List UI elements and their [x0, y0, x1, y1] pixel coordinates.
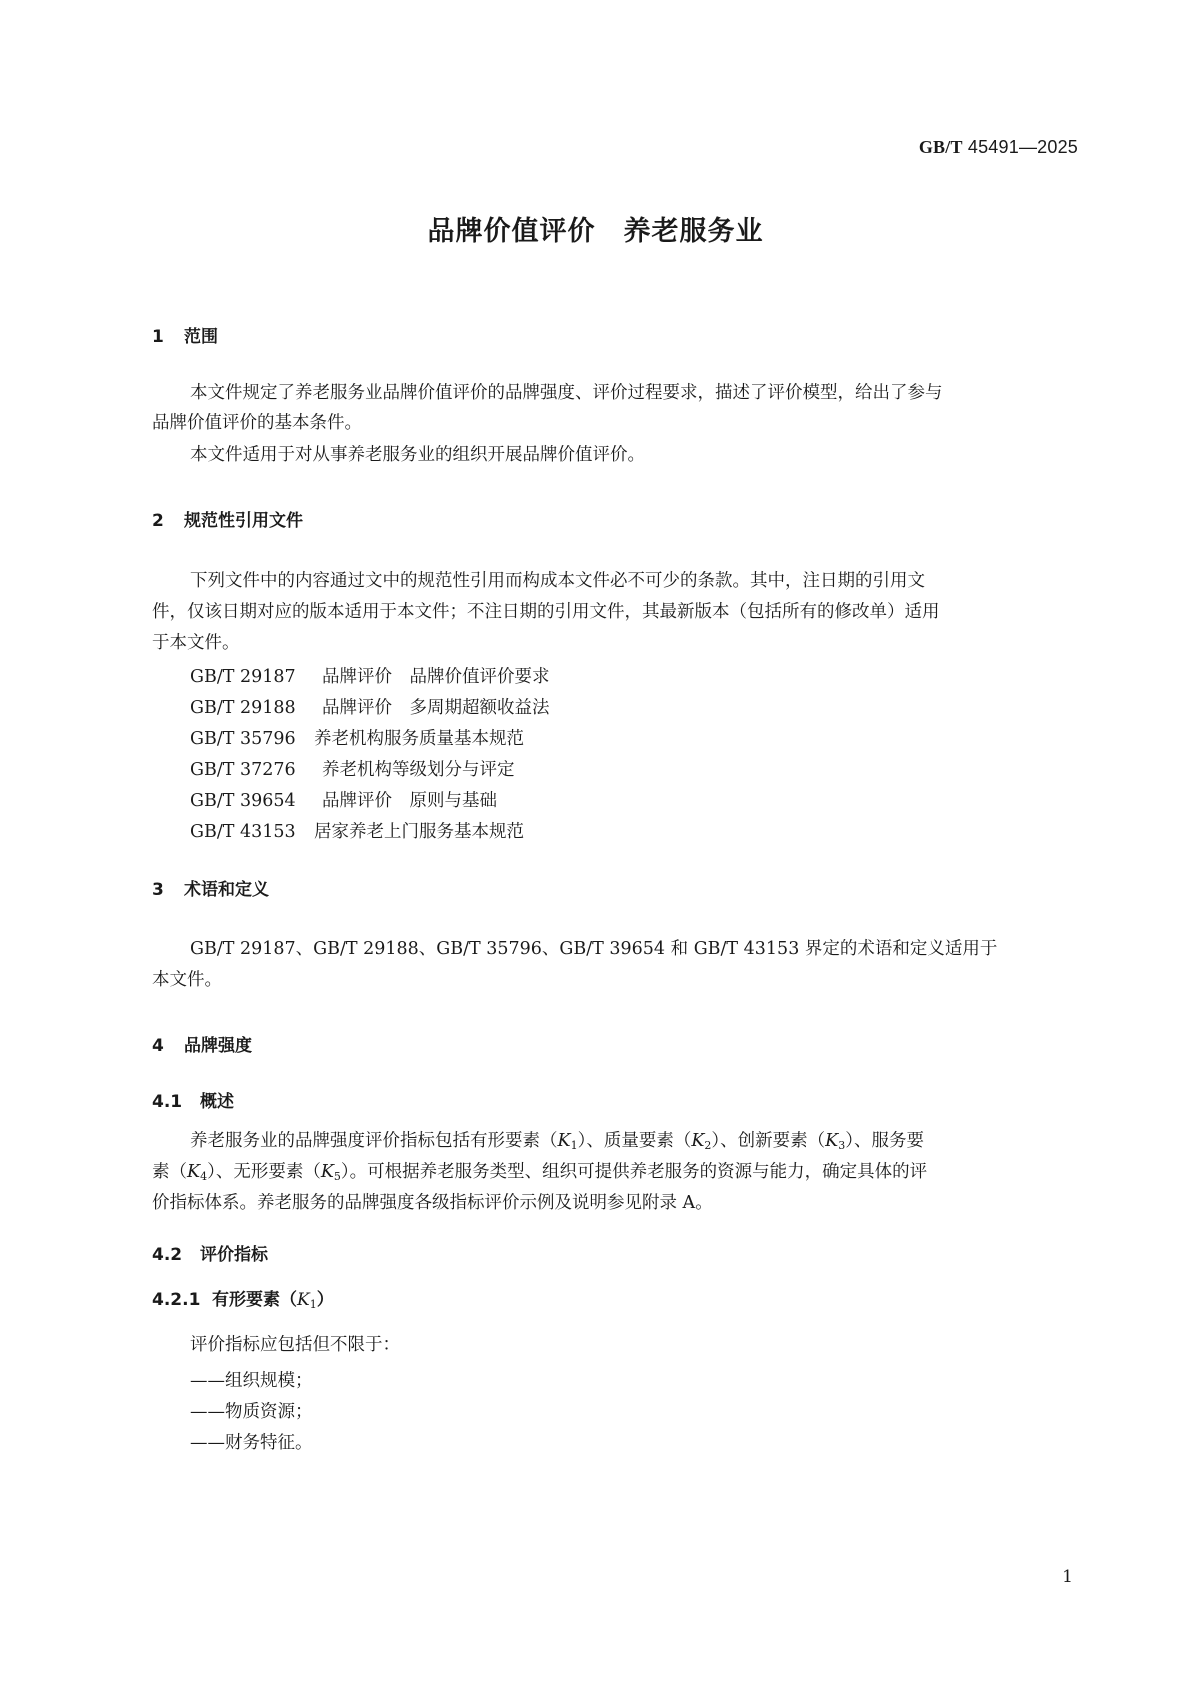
- section-title: 范围: [184, 327, 218, 347]
- k-letter: K: [320, 1162, 334, 1182]
- section-number: 4.2: [152, 1245, 183, 1265]
- k-subscript: 3: [838, 1139, 846, 1152]
- section-number: 2: [152, 511, 164, 531]
- section-2-para-line-1: 下列文件中的内容通过文中的规范性引用而构成本文件必不可少的条款。其中，注日期的引用文: [190, 571, 925, 591]
- reference-item: [190, 756, 515, 781]
- list-item: ——财务特征。: [190, 1433, 313, 1453]
- reference-item: [190, 694, 550, 719]
- section-4-2-heading: [152, 1240, 268, 1265]
- section-1-para-1-line-2: 品牌价值评价的基本条件。: [152, 413, 362, 433]
- section-1-para-2: 本文件适用于对从事养老服务业的组织开展品牌价值评价。: [190, 445, 645, 465]
- text-run: 素（: [152, 1162, 187, 1182]
- reference-code: GB/T 37276: [190, 760, 296, 780]
- k-subscript: 1: [570, 1139, 578, 1152]
- reference-code: GB/T 39654: [190, 791, 296, 811]
- text-run: ）。可根据养老服务类型、组织可提供养老服务的资源与能力，确定具体的评: [340, 1162, 928, 1182]
- section-number: 4: [152, 1036, 164, 1056]
- list-item: ——组织规模；: [190, 1371, 313, 1391]
- reference-name: 养老机构等级划分与评定: [322, 760, 515, 780]
- standard-prefix: GB/T: [918, 137, 963, 157]
- section-title: 品牌强度: [184, 1036, 252, 1056]
- section-3-heading: [152, 875, 269, 900]
- k-symbol: [321, 1162, 341, 1182]
- section-3-para-line-2: 本文件。: [152, 970, 222, 990]
- section-title: 评价指标: [200, 1245, 268, 1265]
- k-subscript: 2: [704, 1139, 712, 1152]
- standard-code: 45491—2025: [962, 137, 1078, 157]
- section-4-heading: [152, 1031, 252, 1056]
- k-subscript: 5: [333, 1170, 341, 1183]
- k-symbol: [558, 1131, 578, 1151]
- section-number: 4.1: [152, 1092, 183, 1112]
- reference-name: 居家养老上门服务基本规范: [314, 822, 524, 842]
- k-letter: K: [297, 1290, 310, 1310]
- reference-item: [190, 663, 550, 688]
- standard-number: [919, 137, 1078, 158]
- text-run: ）、创新要素（: [711, 1131, 826, 1151]
- reference-name: 品牌评价 品牌价值评价要求: [322, 667, 550, 687]
- reference-code: GB/T 29188: [190, 698, 296, 718]
- section-title: 有形要素（: [212, 1290, 297, 1310]
- k-subscript: 4: [200, 1170, 208, 1183]
- section-2-para-line-2: 件，仅该日期对应的版本适用于本文件；不注日期的引用文件，其最新版本（包括所有的修改单）适用: [152, 602, 940, 622]
- section-number: 4.2.1: [152, 1290, 201, 1310]
- list-item: ——物质资源；: [190, 1402, 313, 1422]
- section-4-2-1-intro: 评价指标应包括但不限于：: [190, 1335, 400, 1355]
- section-4-1-para-line-2: [152, 1157, 927, 1192]
- k-letter: K: [557, 1131, 571, 1151]
- section-2-para-line-3: 于本文件。: [152, 633, 240, 653]
- k-symbol: [297, 1290, 317, 1310]
- section-number: 1: [152, 327, 164, 347]
- section-1-heading: [152, 322, 218, 347]
- k-symbol: [825, 1131, 845, 1151]
- reference-name: 品牌评价 原则与基础: [322, 791, 497, 811]
- reference-item: [190, 818, 524, 843]
- section-4-1-para-line-3: 价指标体系。养老服务的品牌强度各级指标评价示例及说明参见附录 A。: [152, 1193, 713, 1213]
- page-number: 1: [1062, 1567, 1073, 1587]
- k-symbol: [691, 1131, 711, 1151]
- text-run: 养老服务业的品牌强度评价指标包括有形要素（: [190, 1131, 558, 1151]
- reference-item: [190, 787, 497, 812]
- reference-code: GB/T 35796: [190, 729, 296, 749]
- section-4-2-1-heading: [152, 1285, 334, 1311]
- section-title: 概述: [200, 1092, 234, 1112]
- text-run: ）、服务要: [845, 1131, 924, 1151]
- k-letter: K: [691, 1131, 705, 1151]
- reference-name: 品牌评价 多周期超额收益法: [322, 698, 550, 718]
- section-1-para-1-line-1: 本文件规定了养老服务业品牌价值评价的品牌强度、评价过程要求，描述了评价模型，给出了参与: [190, 383, 943, 403]
- section-title-suffix: ）: [316, 1290, 334, 1310]
- k-letter: K: [825, 1131, 839, 1151]
- document-title: 品牌价值评价 养老服务业: [427, 216, 764, 247]
- section-number: 3: [152, 880, 164, 900]
- text-run: ）、无形要素（: [207, 1162, 321, 1182]
- section-title: 规范性引用文件: [184, 511, 303, 531]
- text-run: ）、质量要素（: [577, 1131, 692, 1151]
- section-4-1-para-line-1: [190, 1126, 924, 1161]
- k-letter: K: [187, 1162, 201, 1182]
- reference-item: [190, 725, 524, 750]
- reference-code: GB/T 43153: [190, 822, 296, 842]
- section-title: 术语和定义: [184, 880, 269, 900]
- k-symbol: [187, 1162, 207, 1182]
- section-3-para-line-1: GB/T 29187、GB/T 29188、GB/T 35796、GB/T 39654 和 GB/T 43153 界定的术语和定义适用于: [190, 939, 998, 959]
- reference-code: GB/T 29187: [190, 667, 296, 687]
- reference-name: 养老机构服务质量基本规范: [314, 729, 524, 749]
- section-2-heading: [152, 506, 303, 531]
- section-4-1-heading: [152, 1087, 234, 1112]
- k-subscript: 1: [309, 1298, 317, 1311]
